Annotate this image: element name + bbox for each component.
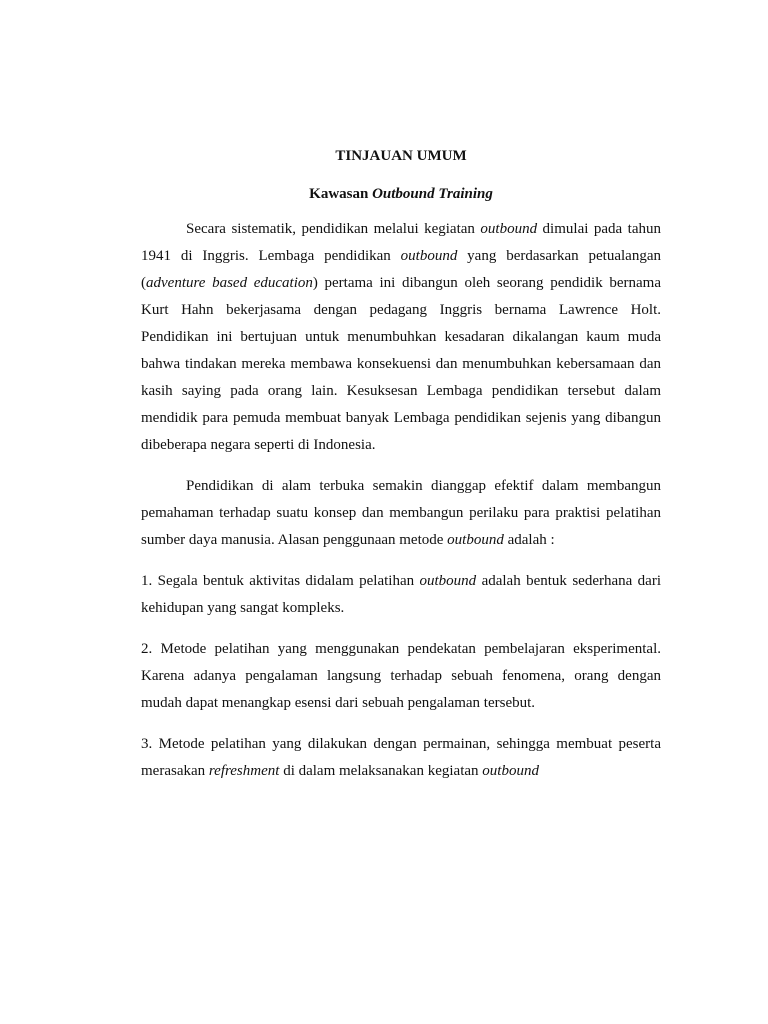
text-run: 3. Metode pelatihan yang dilakukan dengan permainan, sehingga membuat peserta merasakan: [141, 736, 661, 779]
document-body: [141, 146, 661, 799]
paragraph: [141, 636, 661, 717]
text-run: 2. Metode pelatihan yang menggunakan pendekatan pembelajaran eksperimental. Karena adanya pengalaman langsung terhadap sebuah fenomena, orang dengan mudah dapat menangkap esensi dari sebuah pengalaman tersebut.: [141, 641, 661, 711]
subtitle-prefix: Kawasan: [309, 186, 373, 202]
paragraph: [141, 731, 661, 785]
text-run: Secara sistematik, pendidikan melalui kegiatan: [186, 221, 481, 237]
italic-text: adventure based education: [146, 275, 313, 291]
text-run: Pendidikan di alam terbuka semakin dianggap efektif dalam membangun pemahaman terhadap suatu konsep dan membangun perilaku para praktisi pelatihan sumber daya manusia. Alasan penggunaan metode: [141, 478, 661, 548]
text-run: dimulai pada tahun 1941 di Inggris. Lembaga pendidikan: [141, 221, 661, 264]
paragraph: [141, 568, 661, 622]
paragraph-list: [141, 216, 661, 785]
italic-text: outbound: [447, 532, 504, 548]
italic-text: outbound: [482, 763, 539, 779]
text-run: adalah bentuk sederhana dari kehidupan yang sangat kompleks.: [141, 573, 661, 616]
text-run: adalah :: [503, 532, 555, 548]
text-run: yang berdasarkan petualangan (: [141, 248, 661, 291]
document-subtitle: [141, 184, 661, 204]
subtitle-italic: Outbound Training: [372, 186, 493, 202]
paragraph: [141, 473, 661, 554]
italic-text: outbound: [480, 221, 538, 237]
document-title: TINJAUAN UMUM: [335, 148, 467, 164]
text-run: di dalam melaksanakan kegiatan: [279, 763, 483, 779]
italic-text: outbound: [419, 573, 477, 589]
paragraph: [141, 216, 661, 459]
text-run: 1. Segala bentuk aktivitas didalam pelatihan: [141, 573, 420, 589]
italic-text: outbound: [400, 248, 458, 264]
text-run: ) pertama ini dibangun oleh seorang pendidik bernama Kurt Hahn bekerjasama dengan pedagang Inggris bernama Lawrence Holt. Pendidikan ini bertujuan untuk menumbuhkan kesadaran dikalangan kaum muda bahwa tindakan mereka membawa konsekuensi dan menumbuhkan kebersamaan dan kasih saying pada orang lain. Kesuksesan Lembaga pendidikan tersebut dalam mendidik para pemuda membuat banyak Lembaga pendidikan sejenis yang dibangun dibeberapa negara seperti di Indonesia.: [141, 275, 661, 453]
italic-text: refreshment: [208, 763, 280, 779]
